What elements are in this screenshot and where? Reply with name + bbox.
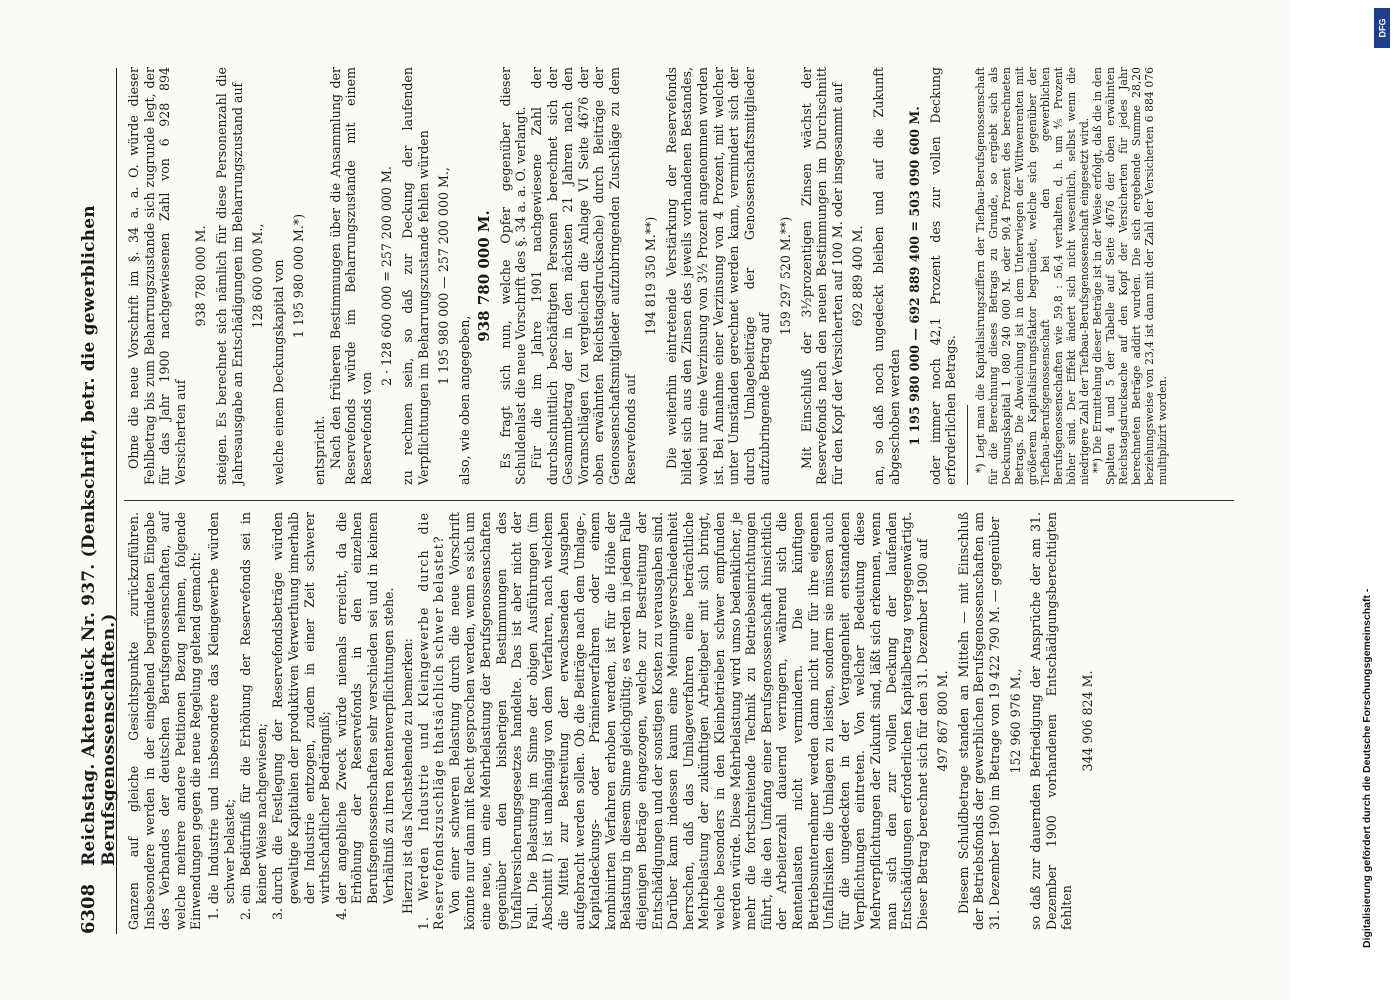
page-number: 6308 [78, 883, 99, 934]
paragraph: Hierzu ist das Nachstehende zu bemerken: [400, 638, 416, 914]
paragraph: Ohne die neue Vorschrift im §. 34 a. a. O. würde dieser Fehlbetrag bis zum Beharrungszustande sich zugrunde legt, der für das Jahr 1900 nachgewiesenen Zahl von 6 928 894 Versicherten auf [126, 67, 188, 485]
amount-line: 344 906 824 M. [1080, 670, 1096, 772]
amount-line: 152 960 976 M., [1007, 668, 1023, 774]
footnotes [974, 67, 1169, 485]
footnote: **) Die Ermittelung dieser Beträge ist in der Weise erfolgt, daß die in den Spalten 4 und 5 der Tabelle auf Seite 4676 der oben erwähnten Reichstagsdrucksache auf den Kopf der Versicherten für jedes Jahr berechneten Beträge addirt wurden. Die sich ergebende Summe 28,20 beziehungsweise von 23,4 ist dann mit der Zahl der Versicherten 6 884 076 multiplizirt worden. [1090, 67, 1169, 485]
list-item: 3. durch die Festlegung der Reservefondsbeträge würden gewaltige Kapitalien der produktiven Verwerthung innerhalb der Industrie entzogen, zudem in einer Zeit schwerer wirthschaftlicher Bedrängniß; [270, 512, 332, 904]
paragraph: oder immer noch 42,1 Prozent des zur vollen Deckung erforderlichen Betrags. [927, 67, 959, 485]
dfg-logo-text: DFG [1377, 18, 1387, 38]
paragraph: Für die im Jahre 1901 nachgewiesene Zahl der durchschnittlich beschäftigten Personen berechnet sich der Gesammtbetrag der in den nächsten 21 Jahren nach den Voranschlägen (zu vergleichen die Anlage VI Seite 4676 der oben erwähnten Reichstagsdrucksache) durch Beiträge der Genossenschaftsmitglieder aufzubringenden Zuschläge zu dem Reservefonds auf [529, 67, 638, 485]
paragraph: Von einer schweren Belastung durch die neue Vorschrift könnte nur dann mit Recht gesprochen werden, wenn es sich um eine neue, um eine Mehrbelastung der Berufsgenossenschaften gegenüber den bisherigen Bestimmungen des Unfallversicherungsgesetzes handelte. Das ist aber nicht der Fall. Die Belastung im Sinne der obigen Ausführungen (im Abschnitt I) ist unabhängig von dem Verfahren, nach welchem die Mittel zur Bestreitung der erwachsenden Ausgaben aufgebracht werden sollen. Ob die Beiträge nach dem Umlage-, Kapitaldeckungs- oder Prämienverfahren oder einem kombinirten Verfahren erhoben werden, ist für die Höhe der Belastung in diesem Sinne gleichgültig; es werden in jedem Falle diejenigen Beträge eingezogen, welche zur Bestreitung der Entschädigungen und der sonstigen Kosten zu verausgaben sind. Darüber kann indessen kaum eine Meinungsverschiedenheit herrschen, daß das Umlageverfahren eine beträchtliche Mehrbelastung der zukünftigen Arbeitgeber mit sich bringt, welche besonders in den Kleinbetrieben schwer empfunden werden würde. Diese Mehrbelastung wird umso bedenklicher, je mehr die fortschreitende Technik zu Betriebseinrichtungen führt, die den Umfang einer Berufsgenossenschaft hinsichtlich der Arbeiterzahl dauernd verringern, während sich die Rentenlasten nicht vermindern. Die künftigen Betriebsunternehmer werden dann nicht nur für ihre eigenen Unfallrisiken die Umlagen zu leisten, sondern sie müssen auch für die ungedeckten in der Vergangenheit entstandenen Verpflichtungen eintreten. Von welcher Bedeutung diese Mehrverpflichtungen der Zukunft sind, läßt sich erkennen, wenn man sich den zur vollen Deckung der laufenden Entschädigungen erforderlichen Kapitalbetrag vergegenwärtigt. Dieser Betrag berechnet sich für den 31. Dezember 1900 auf [446, 512, 930, 930]
paragraph: entspricht. [311, 415, 327, 485]
paragraph: so daß zur dauernden Befriedigung der Ansprüche der am 31. Dezember 1900 vorhandenen Entschädigungsberechtigten fehlten [1028, 512, 1075, 930]
paragraph: Die weiterhin eintretende Verstärkung der Reservefonds bildet sich aus den Zinsen des jeweils vorhandenen Bestandes, wobei nur eine Verzinsung von 3½ Prozent angenommen worden ist. Bei Annahme einer Verzinsung von 4 Prozent, mit welcher unter Umständen gerechnet werden kann, vermindert sich der durch Umlagebeiträge der Genossenschaftsmitglieder aufzubringende Betrag auf [663, 67, 773, 485]
objection-list [206, 512, 396, 930]
list-item: 1. die Industrie und insbesondere das Kleingewerbe würden schwer belastet; [206, 512, 237, 904]
running-header [78, 68, 119, 934]
equation-line-bold: 1 195 980 000 — 692 889 400 = 503 090 600 M. [907, 106, 923, 446]
paragraph: Nach den früheren Bestimmungen über die Ansammlung der Reservefonds würde im Beharrungszustande mit einem Reservefonds von [327, 67, 374, 485]
equation-line: 1 195 980 000 — 257 200 000 M., [436, 167, 452, 385]
paragraph: Mit Einschluß der 3½prozentigen Zinsen wächst der Reservefonds nach den neuen Bestimmungen im Durchschnitt für den Kopf der Versicherten auf 100 M. oder insgesammt auf [798, 67, 845, 485]
amount-line: 692 889 400 M. [850, 225, 866, 327]
paragraph: zu rechnen sein, so daß zur Deckung der laufenden Verpflichtungen im Beharrungszustande fehlen würden [399, 67, 431, 485]
paragraph: an, so daß noch ungedeckt bleiben und auf die Zukunft abgeschoben werden [870, 67, 902, 485]
paragraph: also, wie oben angegeben, [456, 315, 472, 485]
header-rule [116, 68, 117, 934]
amount-line: 497 867 800 M. [935, 670, 951, 772]
list-item: 4. der angebliche Zweck würde niemals erreicht, da die Erhöhung der Reservefonds in den einzelnen Berufsgenossenschaften sehr verschieden sei und in keinem Verhältniß zu ihren Rentenverpflichtungen stehe. [334, 512, 396, 904]
column-divider [124, 500, 1234, 501]
page-title: Reichstag. Aktenstück Nr. 937. (Denkschrift, betr. die gewerblichen Berufsgenossenschaften.) [79, 205, 119, 866]
section-heading: 1. Werden Industrie und Kleingewerbe durch die Reservefondszuschläge thatsächlich schwer belastet? [415, 512, 447, 930]
amount-line: 159 297 520 M.**) [777, 216, 793, 336]
right-column [126, 67, 1169, 485]
paragraph: Ganzen auf gleiche Gesichtspunkte zurückzuführen. Insbesondere werden in der eingehend begründeten Eingabe des Verbandes der deutschen Berufsgenossenschaften, auf welche mehrere andere Petitionen Bezug nehmen, folgende Einwendungen gegen die neue Regelung geltend gemacht: [126, 512, 204, 930]
equation-line: 2 · 128 600 000 = 257 200 000 M. [379, 166, 395, 386]
paragraph: welche einem Deckungskapital von [270, 259, 286, 485]
paragraph: Diesem Schuldbetrage standen an Mitteln — mit Einschluß der Betriebsfonds der gewerblichen Berufsgenossenschaften am 31. Dezember 1900 im Betrage von 19 422 790 M. — gegenüber [955, 512, 1003, 930]
digitization-note: Digitalisierung gefördert durch die Deutsche Forschungsgemeinschaft - [1361, 588, 1373, 948]
amount-line: 1 195 980 000 M.*) [291, 213, 307, 339]
paragraph: steigen. Es berechnet sich nämlich für diese Personenzahl die Jahresausgabe an Entschädigungen im Beharrungszustand auf [213, 67, 245, 485]
paragraph: Es fragt sich nun, welche Opfer gegenüber dieser Schuldenlast die neue Vorschrift des §. 34 a. a. O. verlangt. [497, 67, 529, 485]
left-column [126, 512, 1101, 930]
amount-line-bold: 938 780 000 M. [475, 210, 494, 342]
list-item: 2. ein Bedürfniß für die Erhöhung der Reservefonds sei in keiner Weise nachgewiesen; [238, 512, 269, 904]
amount-line: 194 819 350 M.**) [643, 216, 659, 336]
digitization-strip [1361, 14, 1389, 986]
footnote-rule [967, 405, 968, 485]
footnote: *) Legt man die Kapitalisirungsziffern der Tiefbau-Berufsgenossenschaft für die Berechnung dieses Betrags zu Grunde, so ergiebt sich als Deckungskapital 1 080 240 000 M. oder 90,4 Prozent des berechneten Betrags. Die Abweichung ist in dem Unterwiegen der Wittwenrenten mit größerem Kapitalisirungsfaktor begründet, welche sich gegenüber der Tiefbau-Berufsgenossenschaft bei den gewerblichen Berufsgenossenschaften wie 59,8 : 56,4 verhalten, d. h. um ⅘ Prozent höher sind. Der Effekt ändert sich nicht wesentlich, selbst wenn die niedrigere Zahl der Tiefbau-Berufsgenossenschaft eingesetzt wird. [973, 67, 1091, 485]
amount-line: 128 600 000 M., [250, 223, 266, 329]
amount-line: 938 780 000 M. [193, 225, 209, 327]
